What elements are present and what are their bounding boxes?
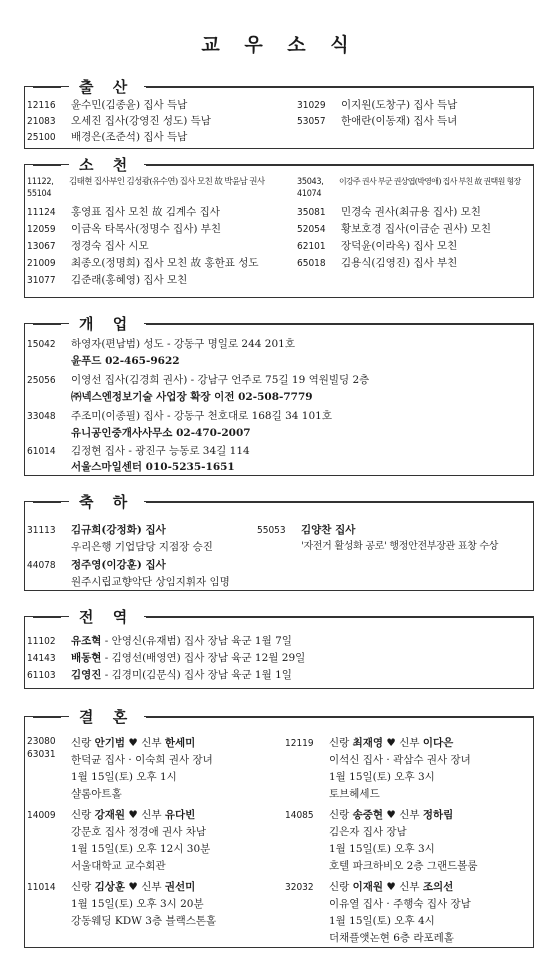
wedding-couple: 신랑 강재원 ♥ 신부 유다빈	[71, 809, 196, 821]
section-rule	[146, 87, 533, 88]
section-title-wedding: 결 혼	[69, 707, 144, 727]
wedding-code: 12119	[285, 738, 314, 749]
list-item: 11124 홍영표 집사 모친 故 김계수 집사	[27, 206, 220, 218]
list-item: 13067 정경숙 집사 시모	[27, 240, 149, 252]
section-wedding	[24, 708, 534, 948]
wedding-couple: 신랑 최재영 ♥ 신부 이다은	[329, 737, 454, 749]
wedding-code: 11014	[27, 882, 56, 893]
list-item: 44078 정주영(이강훈) 집사	[27, 559, 166, 571]
business-name: ㈜넥스엔정보기술 사업장 확장 이전 02-508-7779	[71, 391, 313, 403]
wedding-venue: 호텔 파크하비오 2층 그랜드볼룸	[329, 860, 478, 872]
list-item: 52054 황보호경 집사(이금순 권사) 모친	[297, 223, 492, 235]
wedding-venue: 토브헤세드	[329, 788, 380, 800]
wedding-venue: 더채플앳논현 6층 라포레홀	[329, 932, 454, 944]
celebration-detail: 우리은행 기업담당 지점장 승진	[71, 541, 213, 553]
wedding-family: 한덕균 집사 · 이숙희 권사 장녀	[71, 754, 213, 766]
list-item: 21009 최종오(정명희) 집사 모친 故 홍한표 성도	[27, 257, 259, 269]
list-item: 31029 이지원(도창구) 집사 득남	[297, 99, 458, 111]
section-title-opening: 개 업	[69, 314, 144, 334]
list-item: 35043, 41074이강주 권사 부군 권상엽(박영애) 집사 부친 故 권택원 형장	[297, 177, 521, 199]
section-rule	[146, 165, 533, 166]
wedding-code: 14085	[285, 810, 314, 821]
business-name: 서울스마일센터 010-5235-1651	[71, 461, 235, 473]
wedding-date: 1월 15일(토) 오후 3시 20분	[71, 898, 204, 910]
list-item: 65018 김용식(김영진) 집사 부친	[297, 257, 458, 269]
heart-icon: ♥	[128, 881, 138, 893]
section-title-death: 소 천	[69, 155, 144, 175]
section-rule	[33, 324, 61, 325]
wedding-couple: 신랑 이재원 ♥ 신부 조의선	[329, 881, 454, 893]
section-rule	[33, 617, 61, 618]
section-opening	[24, 315, 534, 476]
list-item: 25100 배경은(조준석) 집사 득남	[27, 131, 188, 143]
heart-icon: ♥	[128, 809, 138, 821]
wedding-code: 14009	[27, 810, 56, 821]
list-item: 11102 유조혁 - 안영신(유재범) 집사 장남 육군 1월 7일	[27, 635, 292, 647]
list-item: 61014 김정현 집사 - 광진구 능동로 34길 114	[27, 445, 250, 457]
list-item: 21083 오세진 집사(강영진 성도) 득남	[27, 115, 211, 127]
wedding-venue: 서울대학교 교수회관	[71, 860, 166, 872]
page-title: 교 우 소 식	[201, 34, 358, 56]
heart-icon: ♥	[386, 881, 396, 893]
list-item: 12116 윤수민(김종윤) 집사 득남	[27, 99, 188, 111]
section-title-military: 전 역	[69, 607, 144, 627]
celebration-detail: '자전거 활성화 공로' 행정안전부장관 표창 수상	[301, 541, 499, 552]
list-item: 25056 이영선 집사(김경희 권사) - 강남구 언주로 75길 19 역원빌딩 2층	[27, 374, 370, 386]
list-item: 53057 한애란(이동재) 집사 득녀	[297, 115, 458, 127]
wedding-family: 이석신 집사 · 곽삼수 권사 장녀	[329, 754, 471, 766]
wedding-venue: 강동웨딩 KDW 3층 블랙스톤홀	[71, 915, 217, 927]
wedding-date: 1월 15일(토) 오후 4시	[329, 915, 435, 927]
wedding-couple: 신랑 안기범 ♥ 신부 한세미	[71, 737, 196, 749]
list-item: 11122, 55104김태현 집사부인 김성광(유수연) 집사 모친 故 박윤남 권사	[27, 177, 265, 199]
list-item: 31077 김준래(홍혜영) 집사 모친	[27, 274, 188, 286]
wedding-family: 강문호 집사 정경애 권사 차남	[71, 826, 207, 838]
section-rule	[146, 324, 533, 325]
section-celebration	[24, 493, 534, 591]
wedding-date: 1월 15일(토) 오후 12시 30분	[71, 843, 211, 855]
list-item: 62101 장덕윤(이라옥) 집사 모친	[297, 240, 458, 252]
list-item: 15042 하영자(편남범) 성도 - 강동구 명일로 244 201호	[27, 338, 295, 350]
list-item: 35081 민경숙 권사(최규용 집사) 모친	[297, 206, 481, 218]
business-name: 윤푸드 02-465-9622	[71, 355, 180, 367]
wedding-date: 1월 15일(토) 오후 1시	[71, 771, 177, 783]
wedding-code: 23080 63031	[27, 736, 56, 760]
wedding-venue: 샬롬아트홀	[71, 788, 122, 800]
celebration-detail: 원주시립교향악단 상임지휘자 임명	[71, 576, 230, 588]
wedding-couple: 신랑 김상훈 ♥ 신부 권선미	[71, 881, 196, 893]
section-rule	[33, 165, 61, 166]
section-title-celebration: 축 하	[69, 492, 144, 512]
list-item: 12059 이금옥 타목사(정명수 집사) 부친	[27, 223, 222, 235]
wedding-date: 1월 15일(토) 오후 3시	[329, 843, 435, 855]
section-rule	[146, 502, 533, 503]
wedding-family: 이유열 집사 · 주행숙 집사 장남	[329, 898, 471, 910]
section-death	[24, 156, 534, 298]
wedding-family: 김은자 집사 장남	[329, 826, 407, 838]
heart-icon: ♥	[386, 809, 396, 821]
list-item: 33048 주조미(이종필) 집사 - 강동구 천호대로 168길 34 101호	[27, 410, 332, 422]
list-item: 55053 김양찬 집사	[257, 524, 356, 536]
list-item: 31113 김규희(강정화) 집사	[27, 524, 166, 536]
list-item: 14143 배동현 - 김영선(배영연) 집사 장남 육군 12월 29일	[27, 652, 306, 664]
section-birth	[24, 78, 534, 149]
section-military	[24, 608, 534, 689]
heart-icon: ♥	[128, 737, 138, 749]
wedding-code: 32032	[285, 882, 314, 893]
section-rule	[146, 717, 533, 718]
wedding-date: 1월 15일(토) 오후 3시	[329, 771, 435, 783]
heart-icon: ♥	[386, 737, 396, 749]
list-item: 61103 김영진 - 김경미(김문식) 집사 장남 육군 1월 1일	[27, 669, 292, 681]
section-rule	[33, 87, 61, 88]
business-name: 유니공인중개사사무소 02-470-2007	[71, 427, 251, 439]
section-rule	[33, 717, 61, 718]
section-rule	[33, 502, 61, 503]
section-title-birth: 출 산	[69, 77, 144, 97]
section-rule	[146, 617, 533, 618]
wedding-couple: 신랑 송중현 ♥ 신부 정하림	[329, 809, 454, 821]
